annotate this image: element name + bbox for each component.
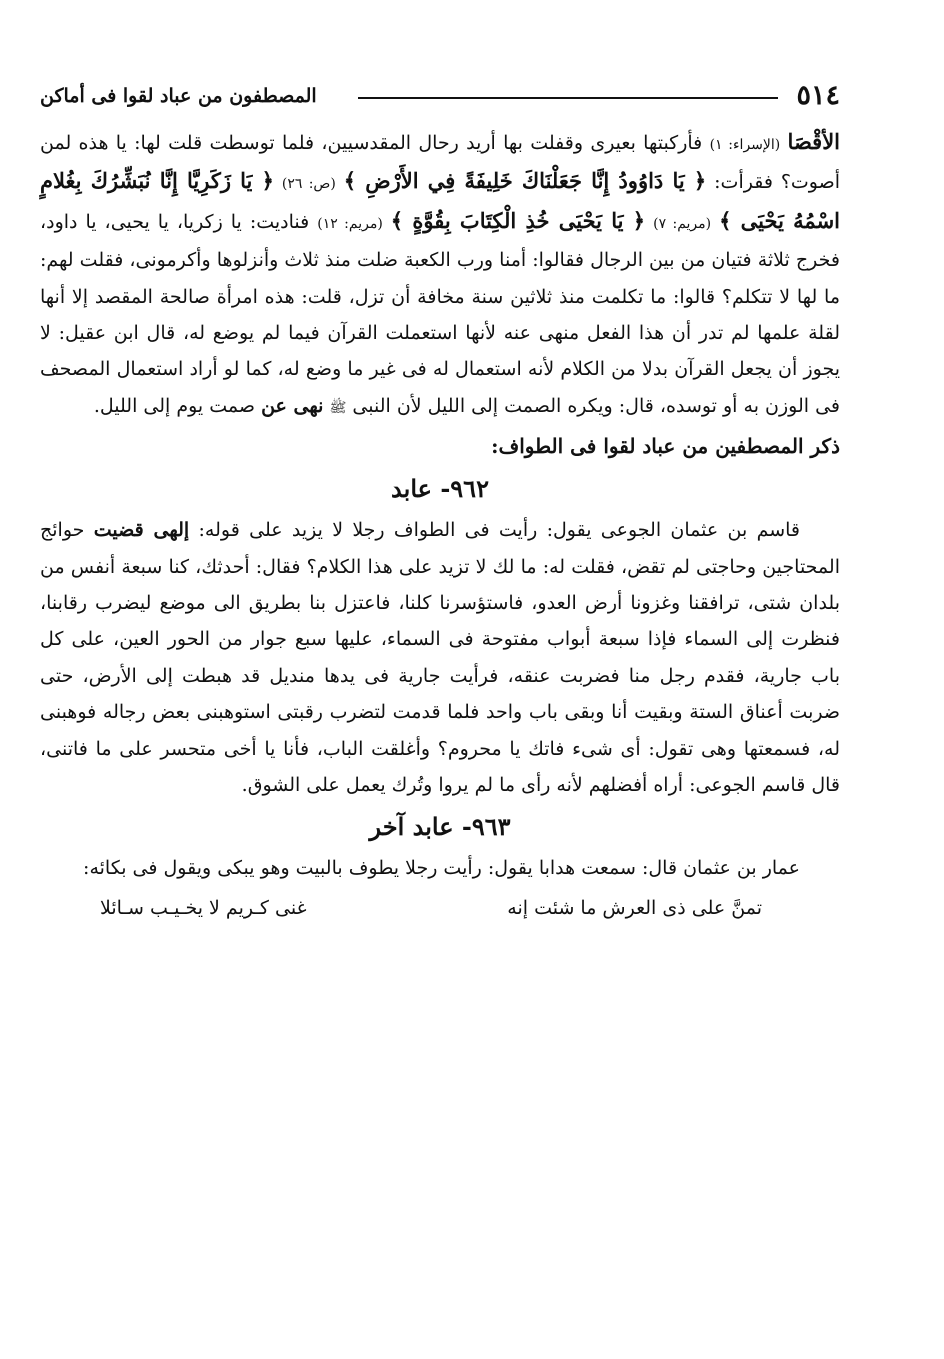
narration-text: فناديت: يا زكريا، يا يحيى، يا داود، فخرج ثلاثة فتيان من بين الرجال فقالوا: أمنا ورب الكعبة ضلت منذ ثلاث وأنزلوها وأكرمونى، فقلت لهم: ما لها لا تتكلم؟ قالوا: ما تكلمت منذ ثلاثين سنة مخافة أن تزل، قلت: هذه امرأة صالحة المقصد إلا أنها لقلة علمها لم تدر أن هذا الفعل منهى عنه لأنها استعملت القرآن فيما لم يوضع له، قال ابن عقيل: لا يجوز أن يجعل القرآن بدلا من الكلام لأنه استعمال له فى غير ما وضع له، كما لو أراد استعمال المصحف فى الوزن به أو توسده، قال: ويكره الصمت إلى الليل لأن النبى [40,210,840,417]
verse-reference: (الإسراء: ١) [709,137,781,153]
page-body [40,124,840,926]
quran-verse-yahya: ﴿ يَا يَحْيَى خُذِ الْكِتَابَ بِقُوَّةٍ ﴾ [390,207,646,233]
narration-text: قاسم بن عثمان الجوعى يقول: رأيت فى الطواف رجلا لا يزيد على قوله: [198,519,801,542]
quran-verse-aqsa: الأقْصَا [787,129,841,154]
header-rule [358,97,778,99]
verse-reference: (مريم: ١٢) [317,215,383,232]
entry-963-paragraph: عمار بن عثمان قال: سمعت هدابا يقول: رأيت رجلا يطوف بالبيت وهو يبكى ويقول فى بكائه: [83,856,800,879]
quran-verse-zakariya: ﴿ يَا زَكَرِيَّا إِنَّا نُبَشِّرُكَ بِغُلامٍ اسْمُهُ يَحْيَى ﴾ [40,168,841,233]
quran-verse-dawud: ﴿ يَا دَاوُودُ إِنَّا جَعَلْنَاكَ خَلِيفَةً فِي الأَرْضِ ﴾ [343,168,707,194]
narration-text: فأركبتها بعيرى وقفلت بها أريد رحال المقدسيين، فلما توسطت قلت لها: يا هذه لمن أصوت؟ فقرأت: [40,132,841,194]
narration-text: صمت يوم إلى الليل. [93,394,256,417]
bold-phrase: نهى عن [261,394,324,417]
entry-962-paragraph [40,512,840,803]
poetry-verse [40,890,840,926]
entry-title-963: ٩٦٣- عابد آخر [369,811,511,841]
salla-glyph: ﷺ [329,399,347,416]
running-title: المصطفون من عباد لقوا فى أماكن [40,85,317,107]
verse-first-hemistich: تمنَّ على ذى العرش ما شئت إنه [507,896,762,919]
verse-second-hemistich: غنى كـريم لا يخـيـب سـائلا [100,896,307,919]
verse-reference: (ص: ٢٦) [281,176,336,193]
verse-reference: (مريم: ٧) [653,215,712,232]
intro-paragraph [40,124,840,426]
section-title: ذكر المصطفين من عباد لقوا فى الطواف: [491,434,840,459]
narration-text: حوائج المحتاجين وحاجتى لم تقض، فقلت له: ما لك لا تزيد على هذا الكلام؟ فقال: أحدثك، كنا سبعة أنفس من بلدان شتى، ترافقنا وغزونا أرض العدو، فاستؤسرنا كلنا، فاعتزل بنا بطريق الى موضع ليضرب رقابنا، فنظرت إلى السماء فإذا سبعة أبواب مفتوحة فى السماء، عليها سبع جوار من الحور العين، على كل باب جارية، فقدم رجل منا فضربت عنقه، فرأيت جارية فى يدها منديل قد هبطت إلى الأرض، حتى ضربت أعناق الستة وبقيت أنا وبقى باب واحد فلما قدمت لتضرب رقبتى استوهبنى بعض رجاله فوهبنى له، فسمعتها وهى تقول: أى شىء فاتك يا محروم؟ وأغلقت الباب، فأنا يا أخى متحسر على ما فاتنى، قال قاسم الجوعى: أراه أفضلهم لأنه رأى ما لم يروا وتُرك يعمل على الشوق. [40,519,840,797]
entry-title-962: ٩٦٢- عابد [391,474,489,504]
page-header [40,78,840,118]
page-number: ٥١٤ [796,80,840,111]
bold-phrase: إلهى قضيت [93,519,190,542]
